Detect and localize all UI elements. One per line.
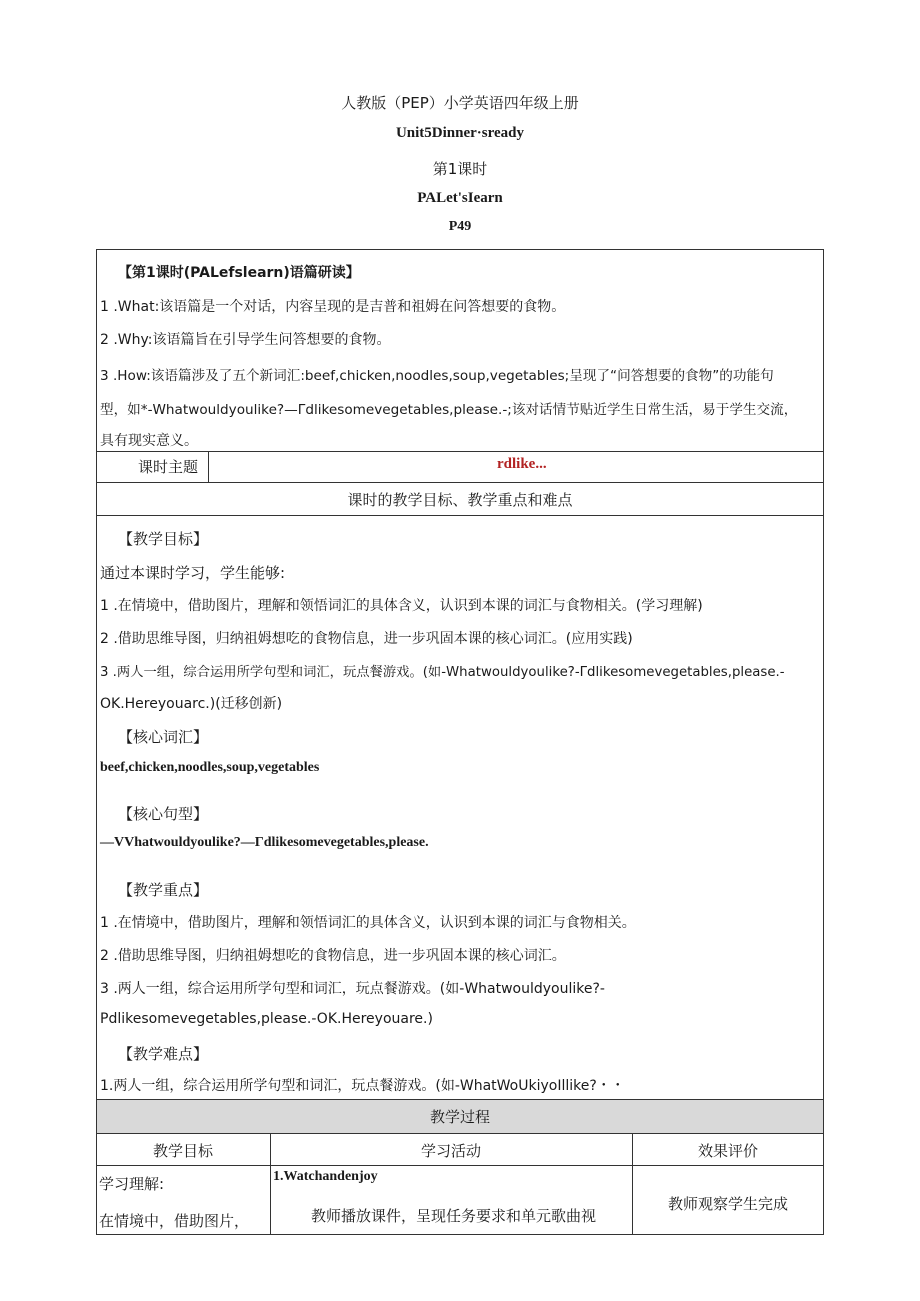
page-number: P49: [448, 219, 472, 234]
keypoint-3-line1: 3 .两人一组，综合运用所学句型和词汇，玩点餐游戏。(如-Whatwouldyoulike?-: [100, 981, 605, 997]
col-goal-header: 教学目标: [152, 1142, 213, 1160]
row1-activity-title: 1.Watchandenjoy: [273, 1169, 378, 1184]
vocab-words: beef,chicken,noodles,soup,vegetables: [100, 760, 320, 775]
part-title: PALet'sIearn: [417, 190, 503, 206]
keypoint-2: 2 .借助思维导图，归纳祖姆想吃的食物信息，进一步巩固本课的核心词汇。: [100, 948, 566, 964]
row1-eval: 教师观察学生完成: [667, 1195, 788, 1213]
theme-label: 课时主题: [138, 458, 199, 476]
col-eval-header: 效果评价: [697, 1142, 758, 1160]
goals-section-header: 课时的教学目标、教学重点和难点: [347, 491, 573, 509]
analysis-what: 1 .What:该语篇是一个对话，内容呈现的是吉普和祖姆在问答想要的食物。: [100, 299, 566, 315]
row1-goal-line2: 在情境中，借助图片，: [99, 1212, 250, 1230]
goals-intro: 通过本课时学习，学生能够:: [100, 564, 286, 582]
analysis-heading: 【第1课时(PALefslearn)语篇研读】: [118, 265, 360, 281]
sentence-heading: 【核心句型】: [118, 805, 209, 823]
goal-3-line1: 3 .两人一组，综合运用所学句型和词汇，玩点餐游戏。(如-Whatwouldyoulike?-Γdlikesomevegetables,please.-: [100, 665, 785, 680]
keypoint-1: 1 .在情境中，借助图片，理解和领悟词汇的具体含义，认识到本课的词汇与食物相关。: [100, 915, 636, 931]
row1-activity-text: 教师播放课件，呈现任务要求和单元歌曲视: [311, 1207, 597, 1225]
col-activity-header: 学习活动: [420, 1142, 481, 1160]
difficulty-heading: 【教学难点】: [118, 1045, 209, 1063]
goal-3-line2: OK.Hereyouarc.)(迁移创新): [100, 696, 283, 712]
sentence-text: —VVhatwouldyoulike?—Γdlikesomevegetables,please.: [100, 835, 429, 850]
goal-1: 1 .在情境中，借助图片，理解和领悟词汇的具体含义，认识到本课的词汇与食物相关。(学习理解): [100, 598, 703, 614]
analysis-why: 2 .Why:该语篇旨在引导学生问答想要的食物。: [100, 332, 391, 348]
goals-heading: 【教学目标】: [118, 530, 209, 548]
theme-value: rdlike...: [497, 456, 547, 472]
analysis-how-3: 具有现实意义。: [100, 433, 198, 449]
lesson-title: 第1课时: [432, 160, 488, 178]
keypoint-3-line2: Pdlikesomevegetables,please.-OK.Hereyouare.): [100, 1011, 433, 1027]
vocab-heading: 【核心词汇】: [118, 728, 209, 746]
analysis-how-2: 型，如*-Whatwouldyoulike?—Γdlikesomevegetables,please.-;该对话情节贴近学生日常生活，易于学生交流，: [100, 402, 798, 418]
difficulty-1: 1.两人一组，综合运用所学句型和词汇，玩点餐游戏。(如-WhatWoUkiyoIllike?・・: [100, 1078, 625, 1094]
process-header: 教学过程: [429, 1108, 490, 1126]
analysis-how-1: 3 .How:该语篇涉及了五个新词汇:beef,chicken,noodles,soup,vegetables;呈现了“问答想要的食物”的功能句: [100, 368, 774, 384]
document-title: 人教版（PEP）小学英语四年级上册: [341, 94, 579, 112]
goal-2: 2 .借助思维导图，归纳祖姆想吃的食物信息，进一步巩固本课的核心词汇。(应用实践): [100, 631, 633, 647]
row1-goal-line1: 学习理解:: [99, 1175, 165, 1193]
keypoints-heading: 【教学重点】: [118, 881, 209, 899]
unit-title: Unit5Dinner·sready: [395, 125, 525, 141]
